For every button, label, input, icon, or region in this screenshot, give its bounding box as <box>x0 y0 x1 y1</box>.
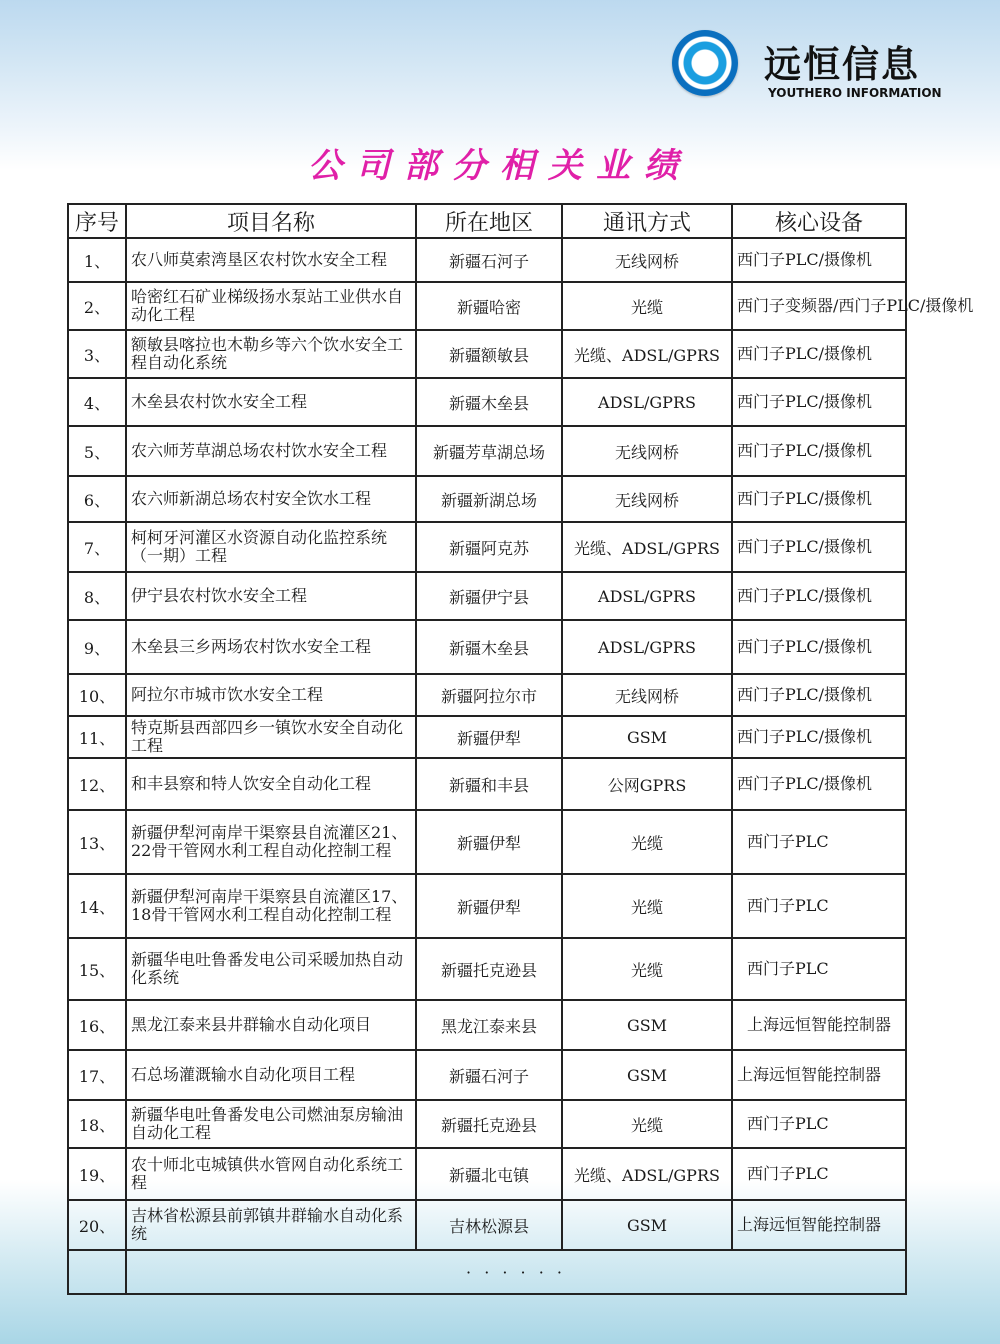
region: 新疆阿拉尔市 <box>416 674 562 716</box>
equipment: 西门子PLC/摄像机 <box>732 238 906 282</box>
communication: 光缆、ADSL/GPRS <box>562 522 732 572</box>
project-name: 农六师新湖总场农村安全饮水工程 <box>126 476 416 522</box>
brand-logo <box>672 30 962 106</box>
table-row <box>68 426 906 476</box>
communication: 无线网桥 <box>562 674 732 716</box>
region: 吉林松源县 <box>416 1200 562 1250</box>
row-number: 5、 <box>68 426 126 476</box>
empty-cell <box>68 1250 126 1294</box>
communication: ADSL/GPRS <box>562 572 732 620</box>
header-no: 序号 <box>68 204 126 238</box>
table-row <box>68 674 906 716</box>
row-number: 11、 <box>68 716 126 758</box>
table-row <box>68 476 906 522</box>
project-name: 农六师芳草湖总场农村饮水安全工程 <box>126 426 416 476</box>
row-number: 7、 <box>68 522 126 572</box>
project-name: 农十师北屯城镇供水管网自动化系统工程 <box>126 1148 416 1200</box>
equipment: 上海远恒智能控制器 <box>732 1200 906 1250</box>
project-name: 和丰县察和特人饮安全自动化工程 <box>126 758 416 810</box>
row-number: 13、 <box>68 810 126 874</box>
project-name: 黑龙江泰来县井群输水自动化项目 <box>126 1000 416 1050</box>
table-row <box>68 620 906 674</box>
table-row <box>68 1100 906 1148</box>
region: 新疆石河子 <box>416 1050 562 1100</box>
communication: 光缆 <box>562 938 732 1000</box>
communication: GSM <box>562 716 732 758</box>
table-row <box>68 522 906 572</box>
region: 黑龙江泰来县 <box>416 1000 562 1050</box>
row-number: 3、 <box>68 330 126 378</box>
communication: 光缆、ADSL/GPRS <box>562 1148 732 1200</box>
table-row <box>68 282 906 330</box>
table-row <box>68 874 906 938</box>
equipment: 西门子PLC <box>732 1100 906 1148</box>
project-name: 农八师莫索湾垦区农村饮水安全工程 <box>126 238 416 282</box>
row-number: 17、 <box>68 1050 126 1100</box>
table-row-more <box>68 1250 906 1294</box>
communication: 光缆 <box>562 874 732 938</box>
project-name: 柯柯牙河灌区水资源自动化监控系统（一期）工程 <box>126 522 416 572</box>
table-row <box>68 330 906 378</box>
project-name: 哈密红石矿业梯级扬水泵站工业供水自动化工程 <box>126 282 416 330</box>
equipment: 西门子PLC/摄像机 <box>732 758 906 810</box>
equipment: 西门子PLC/摄像机 <box>732 674 906 716</box>
communication: GSM <box>562 1050 732 1100</box>
equipment: 上海远恒智能控制器 <box>732 1050 906 1100</box>
table-row <box>68 378 906 426</box>
row-number: 6、 <box>68 476 126 522</box>
row-number: 19、 <box>68 1148 126 1200</box>
equipment: 上海远恒智能控制器 <box>732 1000 906 1050</box>
equipment: 西门子PLC <box>732 1148 906 1200</box>
project-name: 新疆伊犁河南岸干渠察县自流灌区17、18骨干管网水利工程自动化控制工程 <box>126 874 416 938</box>
project-name: 石总场灌溉输水自动化项目工程 <box>126 1050 416 1100</box>
table-row <box>68 938 906 1000</box>
region: 新疆芳草湖总场 <box>416 426 562 476</box>
region: 新疆新湖总场 <box>416 476 562 522</box>
row-number: 20、 <box>68 1200 126 1250</box>
row-number: 1、 <box>68 238 126 282</box>
equipment: 西门子PLC/摄像机 <box>732 620 906 674</box>
equipment: 西门子PLC/摄像机 <box>732 522 906 572</box>
table-row <box>68 572 906 620</box>
header-equipment: 核心设备 <box>732 204 906 238</box>
communication: 无线网桥 <box>562 238 732 282</box>
row-number: 18、 <box>68 1100 126 1148</box>
communication: ADSL/GPRS <box>562 620 732 674</box>
equipment: 西门子PLC <box>732 938 906 1000</box>
region: 新疆伊犁 <box>416 874 562 938</box>
region: 新疆托克逊县 <box>416 1100 562 1148</box>
equipment: 西门子变频器/西门子PLC/摄像机 <box>732 282 906 330</box>
communication: ADSL/GPRS <box>562 378 732 426</box>
project-name: 伊宁县农村饮水安全工程 <box>126 572 416 620</box>
header-project-name: 项目名称 <box>126 204 416 238</box>
equipment: 西门子PLC/摄像机 <box>732 572 906 620</box>
ring-logo-icon <box>672 30 738 96</box>
region: 新疆石河子 <box>416 238 562 282</box>
region: 新疆阿克苏 <box>416 522 562 572</box>
region: 新疆伊犁 <box>416 810 562 874</box>
header-communication: 通讯方式 <box>562 204 732 238</box>
region: 新疆伊犁 <box>416 716 562 758</box>
region: 新疆伊宁县 <box>416 572 562 620</box>
projects-table <box>67 203 974 1295</box>
table-row <box>68 1000 906 1050</box>
communication: 公网GPRS <box>562 758 732 810</box>
project-name: 吉林省松源县前郭镇井群输水自动化系统 <box>126 1200 416 1250</box>
equipment: 西门子PLC/摄像机 <box>732 330 906 378</box>
project-name: 新疆华电吐鲁番发电公司采暖加热自动化系统 <box>126 938 416 1000</box>
row-number: 16、 <box>68 1000 126 1050</box>
communication: 光缆、ADSL/GPRS <box>562 330 732 378</box>
table-row <box>68 1200 906 1250</box>
row-number: 12、 <box>68 758 126 810</box>
communication: GSM <box>562 1000 732 1050</box>
row-number: 15、 <box>68 938 126 1000</box>
project-name: 木垒县三乡两场农村饮水安全工程 <box>126 620 416 674</box>
project-name: 新疆伊犁河南岸干渠察县自流灌区21、22骨干管网水利工程自动化控制工程 <box>126 810 416 874</box>
header-region: 所在地区 <box>416 204 562 238</box>
equipment: 西门子PLC/摄像机 <box>732 716 906 758</box>
project-name: 木垒县农村饮水安全工程 <box>126 378 416 426</box>
brand-name-cn: 远恒信息 <box>764 43 920 86</box>
row-number: 9、 <box>68 620 126 674</box>
table-row <box>68 716 906 758</box>
table-row <box>68 1148 906 1200</box>
row-number: 14、 <box>68 874 126 938</box>
region: 新疆托克逊县 <box>416 938 562 1000</box>
communication: 光缆 <box>562 1100 732 1148</box>
communication: 光缆 <box>562 282 732 330</box>
communication: 无线网桥 <box>562 426 732 476</box>
row-number: 10、 <box>68 674 126 716</box>
table-row <box>68 758 906 810</box>
row-number: 2、 <box>68 282 126 330</box>
region: 新疆哈密 <box>416 282 562 330</box>
region: 新疆额敏县 <box>416 330 562 378</box>
equipment: 西门子PLC <box>732 810 906 874</box>
region: 新疆木垒县 <box>416 620 562 674</box>
table-row <box>68 238 906 282</box>
equipment: 西门子PLC/摄像机 <box>732 378 906 426</box>
row-number: 8、 <box>68 572 126 620</box>
region: 新疆木垒县 <box>416 378 562 426</box>
more-ellipsis: · · · · · · <box>126 1250 906 1294</box>
communication: 光缆 <box>562 810 732 874</box>
equipment: 西门子PLC <box>732 874 906 938</box>
project-name: 特克斯县西部四乡一镇饮水安全自动化工程 <box>126 716 416 758</box>
table-header-row <box>68 204 906 238</box>
project-name: 阿拉尔市城市饮水安全工程 <box>126 674 416 716</box>
equipment: 西门子PLC/摄像机 <box>732 476 906 522</box>
row-number: 4、 <box>68 378 126 426</box>
table-row <box>68 1050 906 1100</box>
communication: GSM <box>562 1200 732 1250</box>
equipment: 西门子PLC/摄像机 <box>732 426 906 476</box>
brand-name-en: YOUTHERO INFORMATION <box>768 86 942 100</box>
region: 新疆和丰县 <box>416 758 562 810</box>
table-row <box>68 810 906 874</box>
region: 新疆北屯镇 <box>416 1148 562 1200</box>
project-name: 额敏县喀拉也木勒乡等六个饮水安全工程自动化系统 <box>126 330 416 378</box>
communication: 无线网桥 <box>562 476 732 522</box>
page-title: 公司部分相关业绩 <box>308 146 692 186</box>
project-name: 新疆华电吐鲁番发电公司燃油泵房输油自动化工程 <box>126 1100 416 1148</box>
